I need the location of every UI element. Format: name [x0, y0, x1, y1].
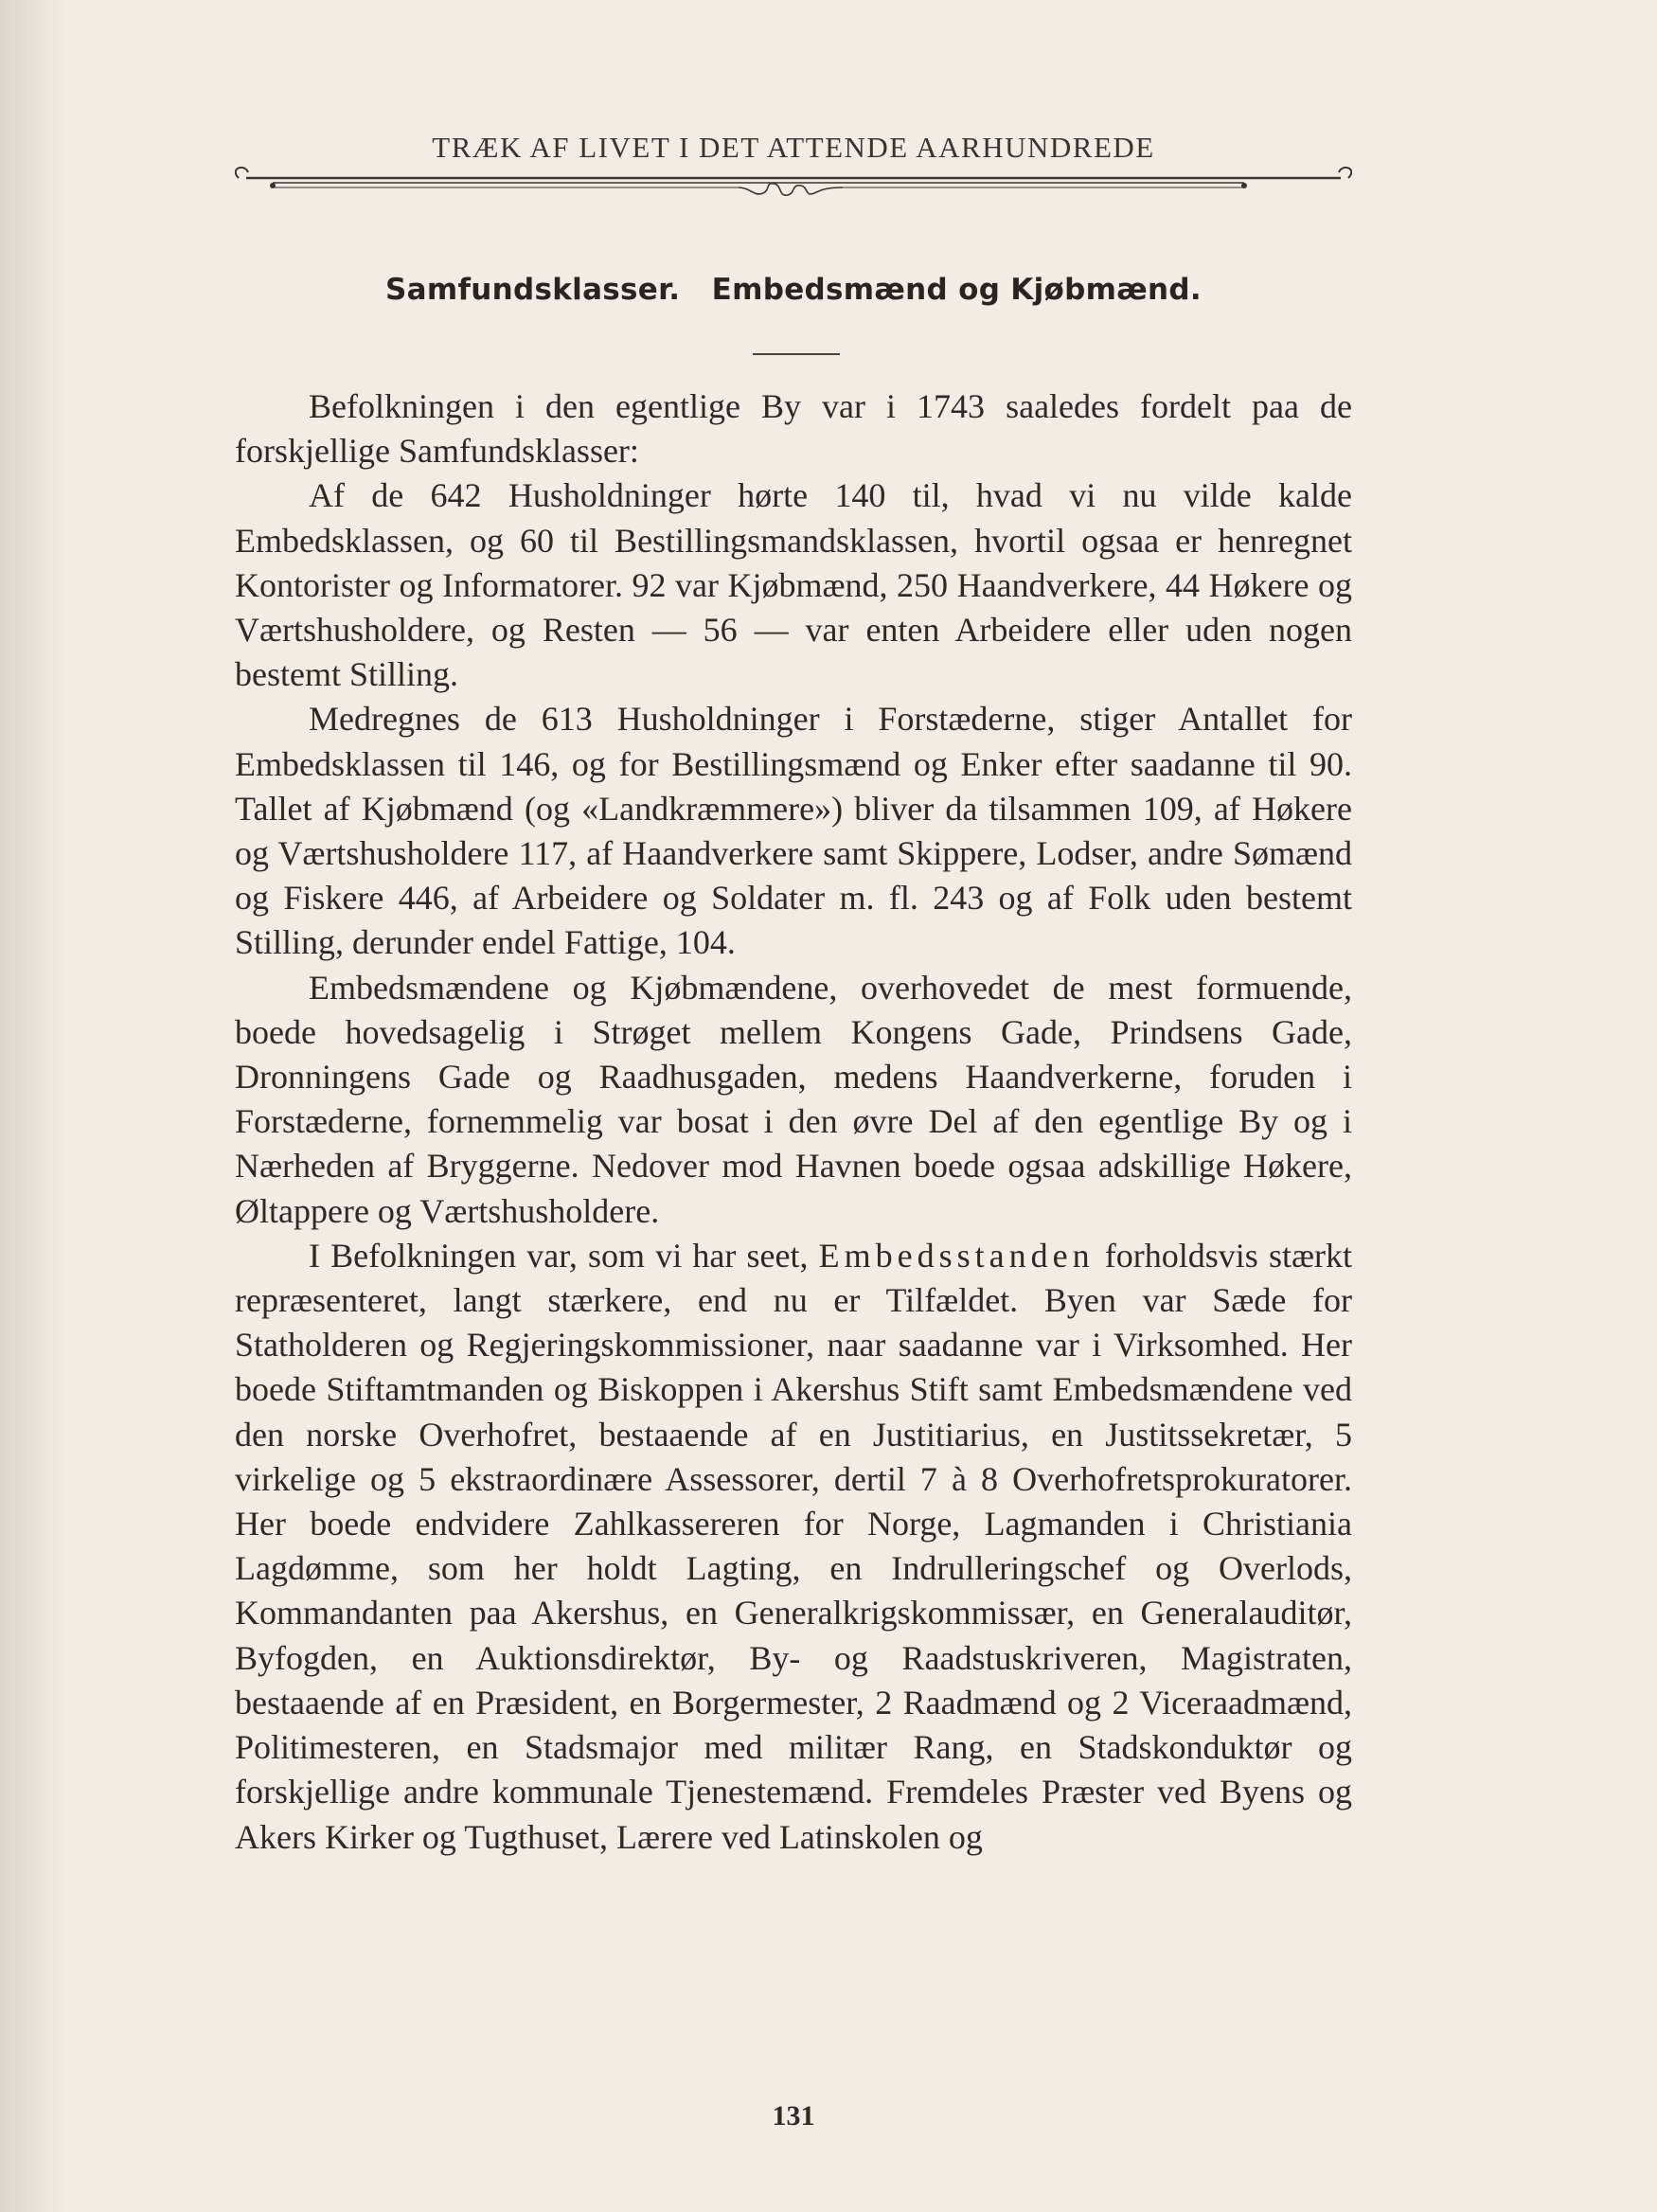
- paragraph: Af de 642 Husholdninger hørte 140 til, hvad vi nu vilde kalde Embedsklassen, og 60 til Bestillingsmandsklassen, hvortil ogsaa er henregnet Kontorister og Informatorer. 92 var Kjøbmænd, 250 Haandverkere, 44 Høkere og Værtshusholdere, og Resten — 56 — var enten Arbeidere eller uden nogen bestemt Stilling.: [235, 476, 1352, 694]
- running-header: TRÆK AF LIVET I DET ATTENDE AARHUNDREDE: [432, 131, 1155, 164]
- body-text: [235, 384, 1352, 1860]
- title-divider: [753, 353, 840, 355]
- header-ornament-rule: [235, 163, 1352, 210]
- paragraph: Medregnes de 613 Husholdninger i Forstæderne, stiger Antallet for Embedsklassen til 146, og for Bestillingsmænd og Enker efter saadanne til 90. Tallet af Kjøbmænd (og «Landkræmmere») bliver da tilsammen 109, af Høkere og Værtshusholdere 117, af Haandverkere samt Skippere, Lodser, andre Sømænd og Fiskere 446, af Arbeidere og Soldater m. fl. 243 og af Folk uden bestemt Stilling, derunder endel Fattige, 104.: [235, 700, 1352, 962]
- page-number: 131: [772, 2100, 815, 2132]
- section-title: Samfundsklasser. Embedsmænd og Kjøbmænd.: [385, 273, 1202, 307]
- paragraph: Befolkningen i den egentlige By var i 1743 saaledes fordelt paa de forskjellige Samfundsklasser:: [235, 387, 1352, 471]
- emphasized-term: Embedsstanden: [818, 1236, 1095, 1275]
- paragraph-text: I Befolkningen var, som vi har seet,: [309, 1236, 819, 1275]
- paragraph: Embedsmændene og Kjøbmændene, overhovedet de mest formuende, boede hovedsagelig i Strøget mellem Kongens Gade, Prindsens Gade, Dronningens Gade og Raadhusgaden, medens Haandverkerne, foruden i Forstæderne, fornemmelig var bosat i den øvre Del af den egentlige By og i Nærheden af Bryggerne. Nedover mod Havnen boede ogsaa adskillige Høkere, Øltappere og Værtshusholdere.: [235, 968, 1352, 1230]
- paragraph-text: forholdsvis stærkt repræsenteret, langt stærkere, end nu er Tilfældet. Byen var Sæde for Statholderen og Regjeringskommissioner, naar saadanne var i Virksomhed. Her boede Stiftamtmanden og Biskoppen i Akershus Stift samt Embedsmændene ved den norske Overhofret, bestaaende af en Justitiarius, en Justitssekretær, 5 virkelige og 5 ekstraordinære Assessorer, dertil 7 à 8 Overhofretsprokuratorer. Her boede endvidere Zahlkassereren for Norge, Lagmanden i Christiania Lagdømme, som her holdt Lagting, en Indrulleringschef og Overlods, Kommandanten paa Akershus, en Generalkrigskommissær, en Generalauditør, Byfogden, en Auktionsdirektør, By- og Raadstuskriveren, Magistraten, bestaaende af en Præsident, en Borgermester, 2 Raadmænd og 2 Viceraadmænd, Politimesteren, en Stadsmajor med militær Rang, en Stadskonduktør og forskjellige andre kommunale Tjenestemænd. Fremdeles Præster ved Byens og Akers Kirker og Tugthuset, Lærere ved Latinskolen og: [235, 1236, 1352, 1856]
- paragraph: [235, 1234, 1352, 1860]
- page-edge-shadow: [0, 0, 66, 2212]
